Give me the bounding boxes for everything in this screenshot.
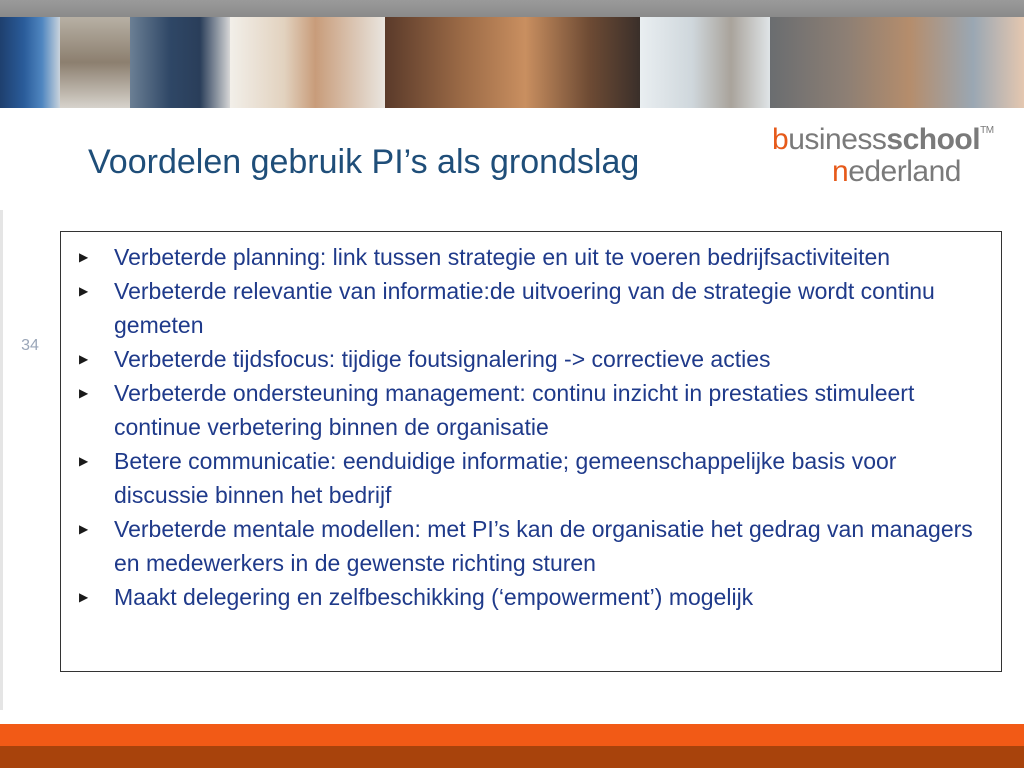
bullet-text: Verbeterde planning: link tussen strategie en uit te voeren bedrijfsactiviteiten (114, 244, 891, 270)
photo-banner (0, 17, 1024, 108)
banner-photo-presenter (640, 17, 770, 108)
bullet-item (61, 512, 989, 580)
slide-title: Voordelen gebruik PI’s als grondslag (88, 143, 640, 181)
bullet-item (61, 342, 989, 376)
banner-photo-woman (230, 17, 385, 108)
bullet-text: Maakt delegering en zelfbeschikking (‘empowerment’) mogelijk (114, 584, 754, 610)
right-triangle-icon: ▶ (79, 454, 89, 468)
bullet-item (61, 444, 989, 512)
logo-initial-n: n (832, 155, 849, 188)
top-header-bar (0, 0, 1024, 17)
footer-orange-bar (0, 724, 1024, 746)
right-triangle-icon: ▶ (79, 284, 89, 298)
bullet-text: Verbeterde relevantie van informatie:de uitvoering van de strategie wordt continu gemeten (114, 278, 935, 338)
bullet-item (61, 274, 989, 342)
bullet-text: Verbeterde ondersteuning management: continu inzicht in prestaties stimuleert continue verbetering binnen de organisatie (114, 380, 915, 440)
bullet-list (61, 232, 1001, 614)
logo-word-school: school (886, 123, 981, 156)
slide-page-number: 34 (21, 337, 39, 354)
banner-photo-building (0, 17, 60, 108)
content-box (60, 231, 1002, 672)
bullet-item (61, 240, 989, 274)
bullet-item (61, 580, 989, 614)
right-triangle-icon: ▶ (79, 352, 89, 366)
banner-photo-people (60, 17, 130, 108)
bullet-text: Betere communicatie: eenduidige informatie; gemeenschappelijke basis voor discussie binnen het bedrijf (114, 448, 897, 508)
logo-word-ederland: ederland (848, 155, 961, 188)
banner-photo-man (130, 17, 230, 108)
right-triangle-icon: ▶ (79, 386, 89, 400)
right-triangle-icon: ▶ (79, 250, 89, 264)
right-triangle-icon: ▶ (79, 522, 89, 536)
logo-word-business: usiness (788, 123, 887, 156)
banner-photo-stairs (385, 17, 640, 108)
footer-dark-bar (0, 746, 1024, 768)
right-triangle-icon: ▶ (79, 590, 89, 604)
bullet-text: Verbeterde mentale modellen: met PI’s kan de organisatie het gedrag van managers en medewerkers in de gewenste richting sturen (114, 516, 973, 576)
bullet-text: Verbeterde tijdsfocus: tijdige foutsignalering -> correctieve acties (114, 346, 771, 372)
logo-initial-b: b (772, 123, 789, 156)
bullet-item (61, 376, 989, 444)
logo-trademark: TM (980, 125, 994, 136)
left-edge-strip (0, 210, 3, 710)
businessschool-logo (772, 124, 1002, 194)
banner-photo-men-drinking (770, 17, 1024, 108)
